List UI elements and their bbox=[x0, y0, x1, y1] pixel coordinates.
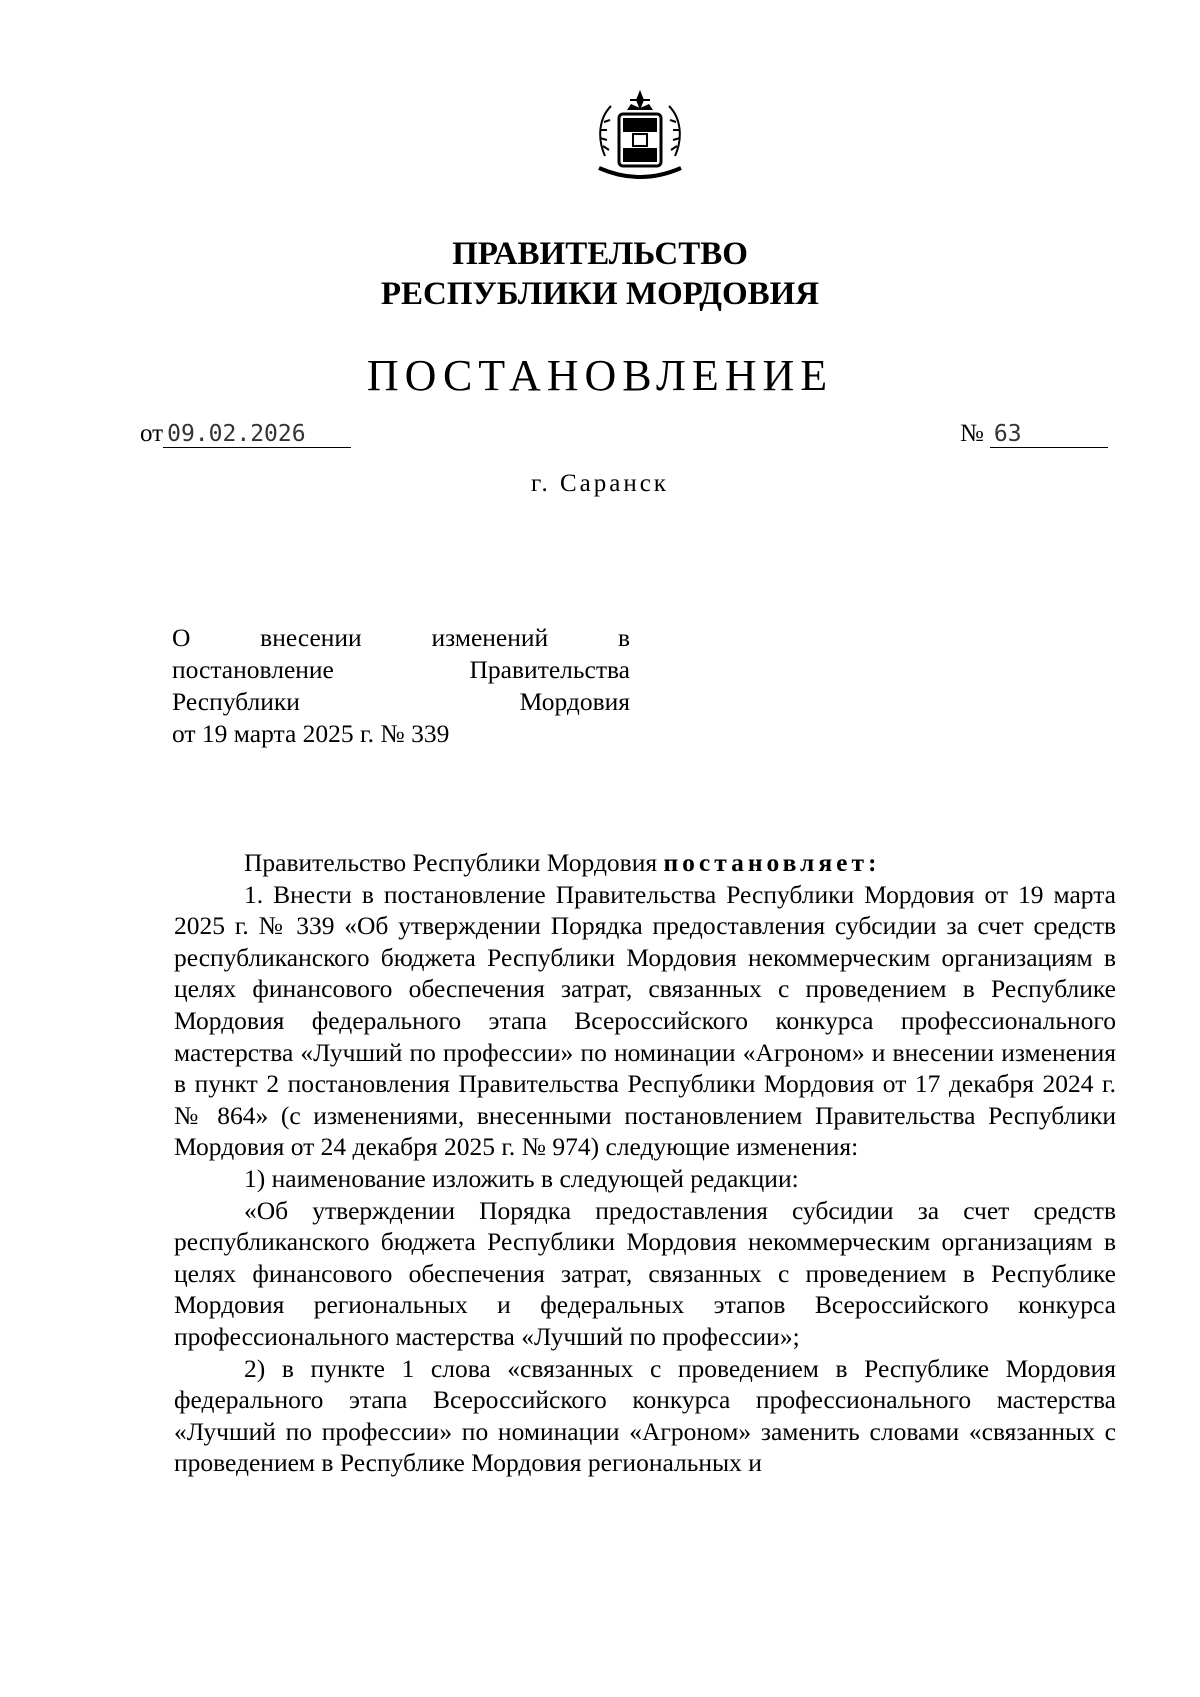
document-type-title: ПОСТАНОВЛЕНИЕ bbox=[366, 351, 834, 400]
document-number bbox=[960, 420, 1108, 448]
preamble bbox=[174, 847, 1116, 879]
paragraph-1: 1. Внести в постановление Правительства Республики Мордовия от 19 марта 2025 г. № 339 «Об утверждении Порядка предоставления субсидии за счет средств республиканского бюджета Республики Мордовия некоммерческим организациям в целях финансового обеспечения затрат, связанных с проведением в Республике Мордовия федерального этапа Всероссийского конкурса профессионального мастерства «Лучший по профессии» по номинации «Агроном» и внесении изменения в пункт 2 постановления Правительства Республики Мордовия от 17 декабря 2024 г. № 864» (с изменениями, внесенными постановлением Правительства Республики Мордовия от 24 декабря 2025 г. № 974) следующие изменения: bbox=[174, 879, 1116, 1162]
subject-line: Республики Мордовия bbox=[172, 687, 630, 716]
preamble-text: Правительство Республики Мордовия bbox=[244, 848, 658, 877]
document-body bbox=[174, 847, 1116, 1479]
date-value: 09.02.2026 bbox=[163, 421, 351, 448]
document-date bbox=[140, 420, 351, 448]
document-subject bbox=[172, 622, 630, 750]
city-line: г. Саранск bbox=[531, 470, 669, 497]
preamble-decree-word: постановляет: bbox=[663, 848, 881, 877]
number-value: 63 bbox=[990, 421, 1108, 448]
subject-line: постановление Правительства bbox=[172, 655, 630, 684]
date-prefix: от bbox=[140, 420, 164, 447]
paragraph-new-title: «Об утверждении Порядка предоставления субсидии за счет средств республиканского бюджета Республики Мордовия некоммерческим организациям в целях финансового обеспечения затрат, связанных с проведением в Республике Мордовия региональных и федеральных этапов Всероссийского конкурса профессионального мастерства «Лучший по профессии»; bbox=[174, 1195, 1116, 1351]
government-title-line1: ПРАВИТЕЛЬСТВО bbox=[452, 236, 748, 272]
subject-line: от 19 марта 2025 г. № 339 bbox=[172, 719, 450, 748]
paragraph-item-2: 2) в пункте 1 слова «связанных с проведением в Республике Мордовия федерального этапа Всероссийского конкурса профессионального мастерства «Лучший по профессии» по номинации «Агроном» заменить словами «связанных с проведением в Республике Мордовия региональных и bbox=[174, 1353, 1116, 1478]
subject-line: О внесении изменений в bbox=[172, 623, 630, 652]
mordovia-coat-of-arms-icon bbox=[585, 86, 695, 196]
paragraph-item-1: 1) наименование изложить в следующей редакции: bbox=[244, 1163, 799, 1193]
government-title-line2: РЕСПУБЛИКИ МОРДОВИЯ bbox=[380, 276, 820, 312]
number-prefix: № bbox=[960, 420, 984, 447]
